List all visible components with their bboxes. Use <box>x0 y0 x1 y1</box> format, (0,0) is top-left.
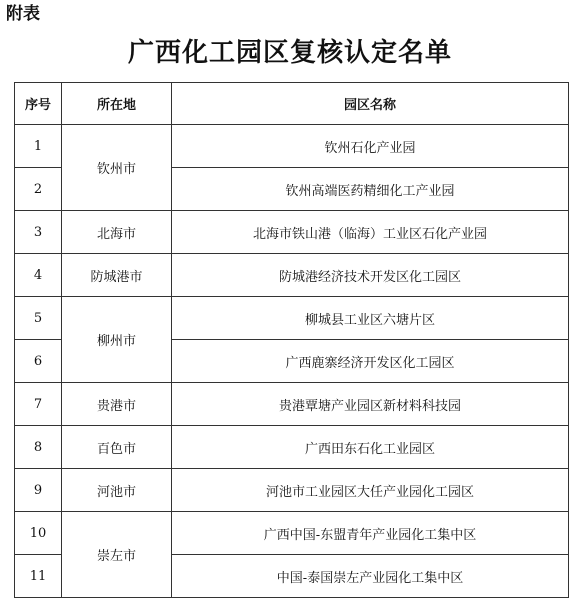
header-park-name: 园区名称 <box>172 83 569 125</box>
cell-serial-number: 7 <box>15 383 62 426</box>
document-title: 广西化工园区复核认定名单 <box>127 38 452 68</box>
table-row <box>15 254 569 297</box>
cell-serial-number: 4 <box>15 254 62 297</box>
cell-park-name: 广西田东石化工业园区 <box>172 426 569 469</box>
cell-location: 柳州市 <box>62 297 172 383</box>
table-row <box>15 125 569 168</box>
cell-park-name: 中国-泰国崇左产业园化工集中区 <box>172 555 569 598</box>
cell-serial-number: 5 <box>15 297 62 340</box>
cell-location: 北海市 <box>62 211 172 254</box>
cell-location: 钦州市 <box>62 125 172 211</box>
cell-serial-number: 1 <box>15 125 62 168</box>
cell-location: 防城港市 <box>62 254 172 297</box>
cell-location: 河池市 <box>62 469 172 512</box>
cell-park-name: 钦州石化产业园 <box>172 125 569 168</box>
table-row <box>15 211 569 254</box>
cell-park-name: 钦州高端医药精细化工产业园 <box>172 168 569 211</box>
table-header-row <box>15 83 569 125</box>
table-row <box>15 426 569 469</box>
cell-serial-number: 6 <box>15 340 62 383</box>
cell-serial-number: 2 <box>15 168 62 211</box>
appendix-label: 附表 <box>6 4 40 24</box>
cell-park-name: 广西鹿寨经济开发区化工园区 <box>172 340 569 383</box>
cell-park-name: 广西中国-东盟青年产业园化工集中区 <box>172 512 569 555</box>
table-row <box>15 297 569 340</box>
header-location: 所在地 <box>62 83 172 125</box>
cell-serial-number: 10 <box>15 512 62 555</box>
cell-serial-number: 9 <box>15 469 62 512</box>
cell-park-name: 贵港覃塘产业园区新材料科技园 <box>172 383 569 426</box>
cell-serial-number: 8 <box>15 426 62 469</box>
table-row <box>15 469 569 512</box>
cell-location: 贵港市 <box>62 383 172 426</box>
cell-park-name: 河池市工业园区大任产业园化工园区 <box>172 469 569 512</box>
cell-serial-number: 11 <box>15 555 62 598</box>
cell-location: 百色市 <box>62 426 172 469</box>
cell-park-name: 防城港经济技术开发区化工园区 <box>172 254 569 297</box>
cell-park-name: 柳城县工业区六塘片区 <box>172 297 569 340</box>
cell-serial-number: 3 <box>15 211 62 254</box>
cell-park-name: 北海市铁山港（临海）工业区石化产业园 <box>172 211 569 254</box>
header-serial-number: 序号 <box>15 83 62 125</box>
cell-location: 崇左市 <box>62 512 172 598</box>
table-row <box>15 383 569 426</box>
table-row <box>15 512 569 555</box>
park-list-table <box>14 82 569 598</box>
